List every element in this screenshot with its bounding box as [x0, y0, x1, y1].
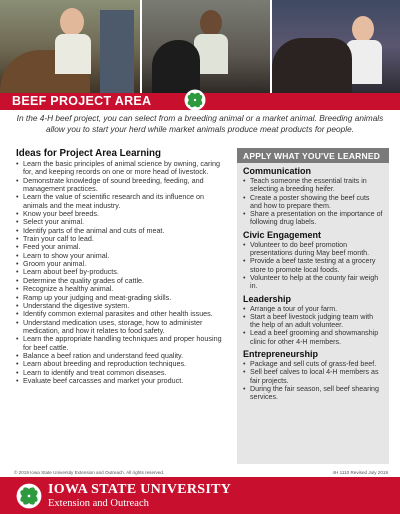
- apply-list-item: • During the fair season, sell beef shearing services.: [243, 385, 383, 402]
- ideas-column: [16, 148, 226, 385]
- idea-list-item: • Learn the basic principles of animal science by owning, caring for, and keeping records on one or more head of livestock.: [16, 160, 226, 177]
- apply-list-item: • Provide a beef taste testing at a grocery store to promote local foods.: [243, 257, 383, 274]
- copyright-text: © 2019 Iowa State University Extension and Outreach. All rights reserved.: [14, 470, 165, 475]
- idea-list-item: • Learn the appropriate handling techniques and proper housing for beef cattle.: [16, 335, 226, 352]
- idea-list-item: • Know your beef breeds.: [16, 210, 226, 218]
- photo-girl-with-calf: [0, 0, 140, 93]
- idea-list-item: • Select your animal.: [16, 218, 226, 226]
- idea-list-item: • Identify common external parasites and other health issues.: [16, 310, 226, 318]
- idea-list-item: • Learn to show your animal.: [16, 252, 226, 260]
- apply-list-item: • Volunteer to do beef promotion presentations during May beef month.: [243, 241, 383, 258]
- page-title: BEEF PROJECT AREA: [12, 94, 152, 108]
- idea-list-item: • Learn to identify and treat common diseases.: [16, 369, 226, 377]
- idea-list-item: • Feed your animal.: [16, 243, 226, 251]
- apply-list-item: • Package and sell cuts of grass-fed beef.: [243, 360, 383, 368]
- university-name: IOWA STATE UNIVERSITY: [48, 482, 232, 497]
- apply-section-title: Entrepreneurship: [243, 349, 319, 360]
- university-subtitle: Extension and Outreach: [48, 498, 149, 509]
- apply-section-civic-engagement: [237, 230, 389, 291]
- idea-list-item: • Train your calf to lead.: [16, 235, 226, 243]
- apply-list-item: • Volunteer to help at the county fair weigh in.: [243, 274, 383, 291]
- photo-strip: [0, 0, 400, 93]
- apply-section-communication: [237, 166, 389, 227]
- four-h-clover-icon: [16, 483, 42, 509]
- apply-section-title: Leadership: [243, 293, 292, 304]
- apply-list-item: • Share a presentation on the importance of following drug labels.: [243, 210, 383, 227]
- idea-list-item: • Understand the digestive system.: [16, 302, 226, 310]
- apply-section-list: [243, 305, 383, 346]
- apply-section-leadership: [237, 294, 389, 346]
- apply-sections: [237, 166, 389, 402]
- apply-heading: APPLY WHAT YOU'VE LEARNED: [237, 148, 389, 163]
- idea-list-item: • Evaluate beef carcasses and market your product.: [16, 377, 226, 385]
- idea-list-item: • Balance a beef ration and understand feed quality.: [16, 352, 226, 360]
- idea-list-item: • Learn about beef by-products.: [16, 268, 226, 276]
- apply-list-item: • Start a beef livestock judging team with the help of an adult volunteer.: [243, 313, 383, 330]
- apply-section-title: Civic Engagement: [243, 229, 322, 240]
- apply-list-item: • Sell beef calves to local 4-H members as fair projects.: [243, 368, 383, 385]
- idea-list-item: • Groom your animal.: [16, 260, 226, 268]
- apply-section-list: [243, 241, 383, 291]
- ideas-list: [16, 160, 226, 385]
- publication-code: 4H 1110 Revised July 2019: [332, 470, 388, 475]
- apply-section-title: Communication: [243, 166, 312, 176]
- idea-list-item: • Learn about breeding and reproduction techniques.: [16, 360, 226, 368]
- apply-panel: [237, 148, 389, 464]
- idea-list-item: • Identify parts of the animal and cuts of meat.: [16, 227, 226, 235]
- intro-text: In the 4-H beef project, you can select from a breeding animal or a market animal. Breeding animals allow you to start your herd while market animals produce meat products for people.: [16, 113, 384, 134]
- four-h-clover-icon: [184, 89, 206, 111]
- apply-list-item: • Create a poster showing the beef cuts and how to prepare them.: [243, 194, 383, 211]
- apply-list-item: • Lead a beef grooming and showmanship clinic for other 4-H members.: [243, 329, 383, 346]
- apply-section-entrepreneurship: [237, 349, 389, 401]
- idea-list-item: • Understand medication uses, storage, how to administer medication, and how it relates to food safety.: [16, 319, 226, 336]
- photo-girl-with-cow: [272, 0, 400, 93]
- apply-list-item: • Teach someone the essential traits in selecting a breeding heifer.: [243, 177, 383, 194]
- ideas-heading: Ideas for Project Area Learning: [16, 148, 162, 159]
- idea-list-item: • Ramp up your judging and meat-grading skills.: [16, 294, 226, 302]
- apply-list-item: • Arrange a tour of your farm.: [243, 305, 383, 313]
- idea-list-item: • Recognize a healthy animal.: [16, 285, 226, 293]
- idea-list-item: • Determine the quality grades of cattle.: [16, 277, 226, 285]
- apply-section-list: [243, 360, 383, 401]
- apply-section-list: [243, 177, 383, 227]
- idea-list-item: • Demonstrate knowledge of sound breeding, feeding, and management practices.: [16, 177, 226, 194]
- photo-boy-with-calf: [142, 0, 270, 93]
- idea-list-item: • Learn the value of scientific research and its influence on animals and the meat industry.: [16, 193, 226, 210]
- footer-bar: [0, 477, 400, 514]
